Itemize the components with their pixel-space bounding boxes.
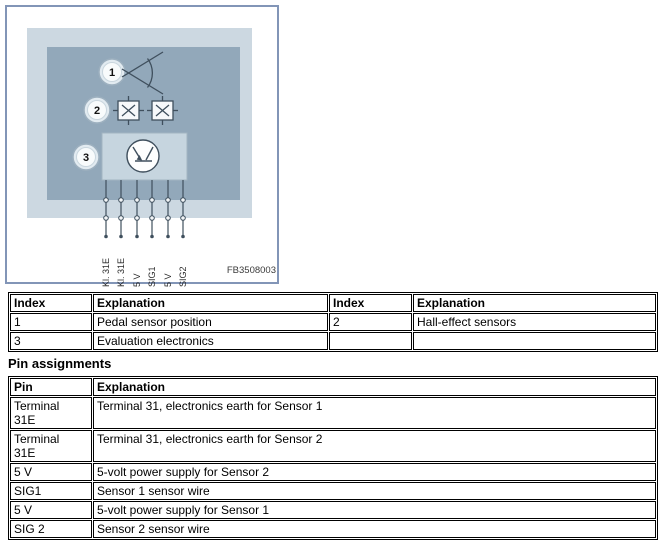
explanation-cell: Hall-effect sensors xyxy=(413,313,656,331)
table-row xyxy=(10,313,656,331)
explanation-cell xyxy=(413,332,656,350)
explanation-cell: 5-volt power supply for Sensor 1 xyxy=(93,501,656,519)
pin-cell xyxy=(10,430,92,462)
explanation-cell: Terminal 31, electronics earth for Sensor 1 xyxy=(93,397,656,429)
pin-label-5v-1: 5 V xyxy=(132,273,142,287)
pin-assignments-heading: Pin assignments xyxy=(8,356,112,371)
pin-value: Terminal 31E xyxy=(14,399,60,427)
explanation-cell: Pedal sensor position xyxy=(93,313,328,331)
pin-assignments-section xyxy=(8,376,658,540)
explanation-cell: 5-volt power supply for Sensor 2 xyxy=(93,463,656,481)
callout-1-number: 1 xyxy=(108,67,116,79)
explanation-header: Explanation xyxy=(413,294,656,312)
table-row xyxy=(10,430,656,462)
explanation-header: Explanation xyxy=(93,294,328,312)
figure-code: FB3508003 xyxy=(226,265,276,276)
explanation-cell: Sensor 1 sensor wire xyxy=(93,482,656,500)
sensor-schematic-figure xyxy=(0,0,285,295)
pin-assignments-table xyxy=(8,376,658,540)
explanation-cell: Terminal 31, electronics earth for Sensor 2 xyxy=(93,430,656,462)
index-cell xyxy=(329,332,412,350)
pin-cell xyxy=(10,501,92,519)
index-cell: 1 xyxy=(10,313,92,331)
index-table xyxy=(8,292,658,352)
pin-label-kl31e-2: Kl. 31E xyxy=(116,257,126,287)
explanation-header: Explanation xyxy=(93,378,656,396)
pin-cell xyxy=(10,520,92,538)
pin-cell xyxy=(10,463,92,481)
explanation-cell: Evaluation electronics xyxy=(93,332,328,350)
pin-value: 5 V xyxy=(14,465,33,479)
pin-label-5v-2: 5 V xyxy=(163,273,173,287)
callout-1 xyxy=(99,59,125,85)
table-row xyxy=(10,501,656,519)
callout-3 xyxy=(73,144,99,170)
pin-value: SIG1 xyxy=(14,484,42,498)
pin-value: 5 V xyxy=(14,503,33,517)
pin-value: Terminal 31E xyxy=(14,432,60,460)
pin-label-kl31e-1: Kl. 31E xyxy=(101,257,111,287)
explanation-cell: Sensor 2 sensor wire xyxy=(93,520,656,538)
pin-cell xyxy=(10,397,92,429)
pin-label-sig2: SIG2 xyxy=(178,266,188,287)
callout-3-number: 3 xyxy=(82,152,90,164)
callout-2-number: 2 xyxy=(93,105,101,117)
index-header: Index xyxy=(10,294,92,312)
table-row xyxy=(10,463,656,481)
index-header: Index xyxy=(329,294,412,312)
index-table-section xyxy=(8,292,658,352)
table-row xyxy=(10,332,656,350)
pin-table-header-row xyxy=(10,378,656,396)
table-row xyxy=(10,520,656,538)
transistor-icon xyxy=(127,140,159,172)
index-cell: 2 xyxy=(329,313,412,331)
schematic-svg xyxy=(0,0,285,290)
pin-cell xyxy=(10,482,92,500)
index-table-header-row xyxy=(10,294,656,312)
index-cell: 3 xyxy=(10,332,92,350)
pin-header: Pin xyxy=(10,378,92,396)
pin-label-sig1: SIG1 xyxy=(147,266,157,287)
callout-2 xyxy=(84,97,110,123)
table-row xyxy=(10,397,656,429)
table-row xyxy=(10,482,656,500)
pin-value: SIG 2 xyxy=(14,522,45,536)
